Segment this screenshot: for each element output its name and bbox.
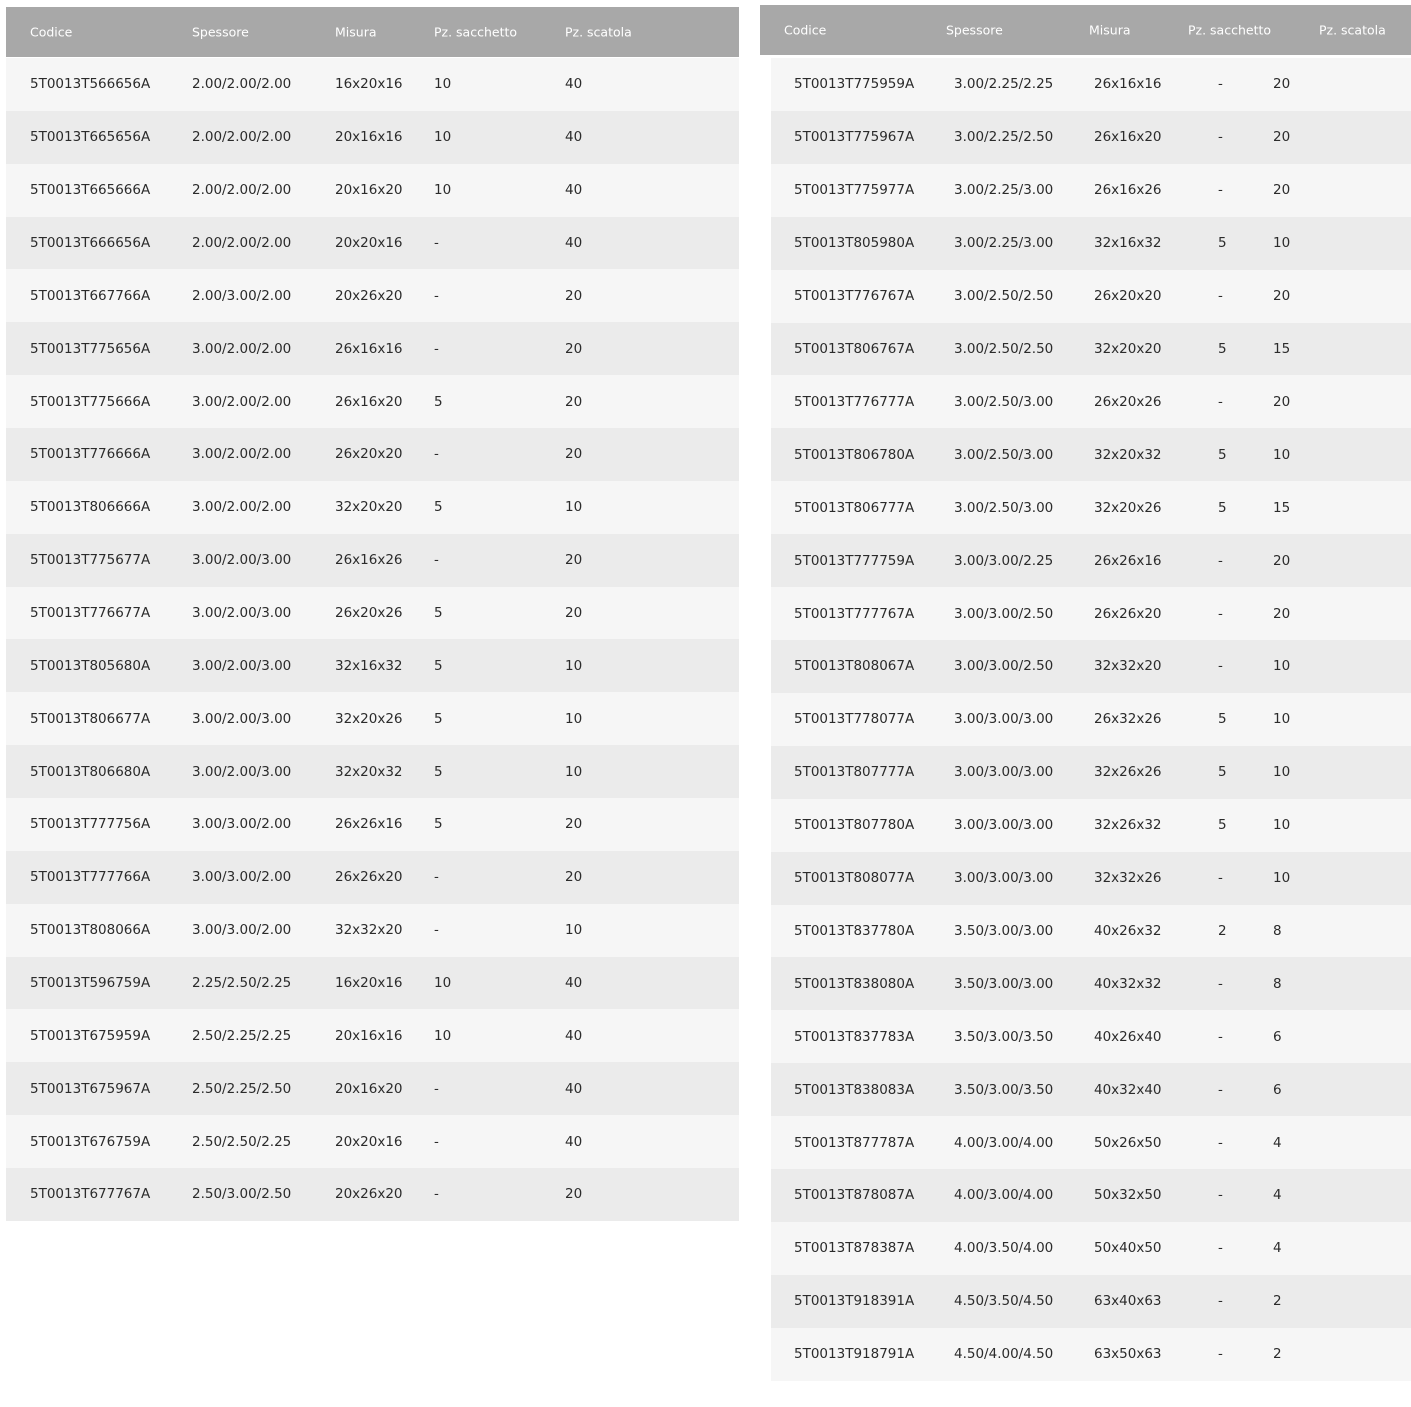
cell-pz-scatola: 20 — [1273, 605, 1291, 622]
header-codice: Codice — [30, 24, 73, 40]
cell-pz-scatola: 20 — [1273, 393, 1291, 410]
table-row — [771, 1063, 1411, 1116]
table-header — [6, 7, 739, 57]
cell-pz-scatola: 20 — [1273, 552, 1291, 569]
cell-spessore: 3.00/2.00/3.00 — [192, 710, 292, 727]
cell-pz-scatola: 6 — [1273, 1028, 1282, 1045]
header-misura: Misura — [335, 24, 377, 40]
cell-misura: 20x16x20 — [335, 182, 403, 199]
cell-spessore: 3.00/2.00/2.00 — [192, 446, 292, 463]
cell-spessore: 3.00/3.00/2.50 — [954, 658, 1054, 675]
cell-misura: 32x16x32 — [335, 657, 403, 674]
cell-codice: 5T0013T878087A — [794, 1187, 915, 1204]
cell-codice: 5T0013T777759A — [794, 552, 915, 569]
cell-misura: 26x16x20 — [335, 393, 403, 410]
cell-pz-sacchetto: 5 — [434, 393, 443, 410]
cell-pz-sacchetto: - — [1218, 1081, 1223, 1098]
cell-misura: 63x50x63 — [1094, 1346, 1162, 1363]
cell-misura: 40x26x40 — [1094, 1028, 1162, 1045]
cell-pz-scatola: 20 — [565, 552, 583, 569]
cell-misura: 40x32x32 — [1094, 975, 1162, 992]
table-row — [771, 799, 1411, 852]
table-row — [6, 1115, 739, 1168]
cell-spessore: 3.50/3.00/3.50 — [954, 1028, 1054, 1045]
table-body — [771, 58, 1411, 1381]
cell-codice: 5T0013T775977A — [794, 182, 915, 199]
cell-spessore: 4.00/3.00/4.00 — [954, 1187, 1054, 1204]
table-row — [6, 639, 739, 692]
cell-codice: 5T0013T837783A — [794, 1028, 915, 1045]
table-row — [6, 269, 739, 322]
table-row — [6, 587, 739, 640]
cell-spessore: 3.00/2.50/3.00 — [954, 446, 1054, 463]
cell-pz-sacchetto: 10 — [434, 76, 452, 93]
cell-misura: 26x16x20 — [1094, 129, 1162, 146]
cell-pz-sacchetto: - — [434, 340, 439, 357]
cell-misura: 26x16x16 — [335, 340, 403, 357]
table-row — [6, 851, 739, 904]
cell-pz-scatola: 10 — [565, 710, 583, 727]
cell-pz-sacchetto: - — [434, 922, 439, 939]
table-row — [6, 1009, 739, 1062]
cell-codice: 5T0013T776677A — [30, 605, 151, 622]
cell-pz-scatola: 20 — [1273, 129, 1291, 146]
left-product-table — [6, 0, 739, 1221]
cell-pz-sacchetto: - — [1218, 605, 1223, 622]
cell-pz-scatola: 20 — [565, 605, 583, 622]
cell-misura: 32x20x26 — [335, 710, 403, 727]
cell-pz-sacchetto: - — [1218, 870, 1223, 887]
cell-codice: 5T0013T806666A — [30, 499, 151, 516]
cell-pz-scatola: 20 — [565, 816, 583, 833]
table-row — [771, 587, 1411, 640]
cell-codice: 5T0013T775666A — [30, 393, 151, 410]
cell-pz-sacchetto: 5 — [1218, 340, 1227, 357]
table-header — [760, 5, 1411, 55]
cell-misura: 32x20x20 — [335, 499, 403, 516]
cell-pz-scatola: 10 — [1273, 235, 1291, 252]
table-row — [771, 1010, 1411, 1063]
cell-misura: 26x26x20 — [1094, 605, 1162, 622]
table-row — [6, 957, 739, 1010]
cell-spessore: 3.00/2.00/2.00 — [192, 393, 292, 410]
header-misura: Misura — [1089, 22, 1131, 38]
cell-spessore: 2.50/3.00/2.50 — [192, 1186, 292, 1203]
table-row — [6, 904, 739, 957]
cell-codice: 5T0013T776777A — [794, 393, 915, 410]
cell-pz-scatola: 10 — [565, 657, 583, 674]
cell-pz-sacchetto: - — [434, 1186, 439, 1203]
cell-spessore: 2.50/2.50/2.25 — [192, 1133, 292, 1150]
cell-spessore: 3.00/2.00/2.00 — [192, 340, 292, 357]
cell-misura: 32x32x20 — [1094, 658, 1162, 675]
cell-spessore: 3.00/3.00/3.00 — [954, 711, 1054, 728]
cell-misura: 32x20x20 — [1094, 340, 1162, 357]
cell-pz-sacchetto: - — [1218, 1134, 1223, 1151]
cell-spessore: 2.25/2.50/2.25 — [192, 975, 292, 992]
header-spessore: Spessore — [946, 22, 1003, 38]
cell-misura: 32x32x20 — [335, 922, 403, 939]
cell-pz-scatola: 20 — [565, 1186, 583, 1203]
table-row — [771, 1116, 1411, 1169]
cell-codice: 5T0013T838083A — [794, 1081, 915, 1098]
cell-pz-sacchetto: 5 — [434, 710, 443, 727]
table-row — [771, 905, 1411, 958]
cell-pz-sacchetto: - — [1218, 393, 1223, 410]
cell-misura: 20x16x16 — [335, 1027, 403, 1044]
cell-codice: 5T0013T775959A — [794, 76, 915, 93]
cell-codice: 5T0013T837780A — [794, 922, 915, 939]
cell-spessore: 3.50/3.00/3.00 — [954, 922, 1054, 939]
cell-misura: 32x32x26 — [1094, 870, 1162, 887]
cell-codice: 5T0013T777766A — [30, 869, 151, 886]
cell-spessore: 3.00/3.00/3.00 — [954, 870, 1054, 887]
cell-misura: 50x26x50 — [1094, 1134, 1162, 1151]
cell-spessore: 3.00/2.50/3.00 — [954, 393, 1054, 410]
cell-codice: 5T0013T806780A — [794, 446, 915, 463]
cell-pz-scatola: 4 — [1273, 1187, 1282, 1204]
cell-codice: 5T0013T596759A — [30, 975, 151, 992]
header-pz-sacchetto: Pz. sacchetto — [1188, 22, 1272, 38]
cell-codice: 5T0013T805980A — [794, 235, 915, 252]
table-row — [6, 375, 739, 428]
cell-codice: 5T0013T808077A — [794, 870, 915, 887]
cell-pz-scatola: 40 — [565, 235, 583, 251]
cell-pz-sacchetto: - — [434, 869, 439, 886]
cell-misura: 20x16x20 — [335, 1080, 403, 1097]
header-pz-sacchetto: Pz. sacchetto — [434, 24, 518, 40]
cell-pz-sacchetto: - — [434, 235, 439, 251]
cell-pz-sacchetto: - — [434, 1080, 439, 1097]
cell-spessore: 2.00/2.00/2.00 — [192, 129, 292, 146]
cell-misura: 40x26x32 — [1094, 922, 1162, 939]
cell-pz-sacchetto: - — [1218, 975, 1223, 992]
cell-pz-sacchetto: - — [1218, 1028, 1223, 1045]
cell-pz-scatola: 40 — [565, 975, 583, 992]
cell-pz-sacchetto: - — [1218, 288, 1223, 305]
cell-spessore: 4.50/3.50/4.50 — [954, 1293, 1054, 1310]
cell-misura: 32x20x26 — [1094, 499, 1162, 516]
cell-misura: 26x20x26 — [335, 605, 403, 622]
cell-misura: 20x20x16 — [335, 235, 403, 251]
cell-pz-scatola: 10 — [1273, 658, 1291, 675]
cell-codice: 5T0013T806680A — [30, 763, 151, 780]
cell-codice: 5T0013T777756A — [30, 816, 151, 833]
table-row — [6, 745, 739, 798]
cell-codice: 5T0013T665666A — [30, 182, 151, 199]
cell-pz-sacchetto: - — [1218, 182, 1223, 199]
table-row — [771, 481, 1411, 534]
cell-pz-scatola: 20 — [565, 340, 583, 357]
cell-misura: 26x26x16 — [335, 816, 403, 833]
table-body — [6, 58, 739, 1221]
cell-pz-sacchetto: - — [434, 446, 439, 463]
cell-pz-scatola: 10 — [1273, 764, 1291, 781]
table-row — [6, 322, 739, 375]
cell-codice: 5T0013T566656A — [30, 76, 151, 93]
cell-pz-sacchetto: 2 — [1218, 922, 1227, 939]
cell-pz-sacchetto: 10 — [434, 182, 452, 199]
cell-spessore: 4.50/4.00/4.50 — [954, 1346, 1054, 1363]
cell-codice: 5T0013T776666A — [30, 446, 151, 463]
cell-spessore: 3.00/3.00/3.00 — [954, 817, 1054, 834]
cell-codice: 5T0013T807780A — [794, 817, 915, 834]
table-row — [771, 270, 1411, 323]
cell-codice: 5T0013T807777A — [794, 764, 915, 781]
cell-misura: 26x16x26 — [335, 552, 403, 569]
right-product-table — [760, 0, 1411, 1381]
cell-spessore: 2.00/2.00/2.00 — [192, 182, 292, 199]
table-row — [771, 217, 1411, 270]
cell-pz-sacchetto: 5 — [1218, 711, 1227, 728]
cell-spessore: 4.00/3.50/4.00 — [954, 1240, 1054, 1257]
cell-misura: 26x26x20 — [335, 869, 403, 886]
table-row — [771, 852, 1411, 905]
cell-codice: 5T0013T918791A — [794, 1346, 915, 1363]
cell-misura: 63x40x63 — [1094, 1293, 1162, 1310]
cell-misura: 32x20x32 — [1094, 446, 1162, 463]
cell-spessore: 4.00/3.00/4.00 — [954, 1134, 1054, 1151]
table-row — [771, 1275, 1411, 1328]
cell-spessore: 3.00/3.00/2.25 — [954, 552, 1054, 569]
cell-codice: 5T0013T777767A — [794, 605, 915, 622]
cell-codice: 5T0013T808066A — [30, 922, 151, 939]
cell-codice: 5T0013T675959A — [30, 1027, 151, 1044]
cell-codice: 5T0013T806777A — [794, 499, 915, 516]
cell-pz-scatola: 20 — [565, 393, 583, 410]
header-spessore: Spessore — [192, 24, 249, 40]
table-row — [771, 1328, 1411, 1381]
cell-pz-sacchetto: - — [434, 287, 439, 304]
table-row — [6, 798, 739, 851]
table-row — [771, 323, 1411, 376]
cell-pz-scatola: 40 — [565, 182, 583, 199]
header-pz-scatola: Pz. scatola — [1319, 22, 1386, 38]
cell-pz-sacchetto: - — [1218, 552, 1223, 569]
cell-pz-sacchetto: 5 — [434, 763, 443, 780]
cell-pz-sacchetto: - — [1218, 1293, 1223, 1310]
cell-codice: 5T0013T877787A — [794, 1134, 915, 1151]
table-row — [6, 217, 739, 270]
cell-misura: 20x16x16 — [335, 129, 403, 146]
table-row — [771, 534, 1411, 587]
table-row — [771, 693, 1411, 746]
table-row — [6, 692, 739, 745]
cell-spessore: 3.00/2.00/2.00 — [192, 499, 292, 516]
cell-codice: 5T0013T838080A — [794, 975, 915, 992]
cell-misura: 26x20x20 — [335, 446, 403, 463]
cell-misura: 40x32x40 — [1094, 1081, 1162, 1098]
header-pz-scatola: Pz. scatola — [565, 24, 632, 40]
cell-pz-scatola: 40 — [565, 1133, 583, 1150]
cell-pz-sacchetto: - — [1218, 658, 1223, 675]
cell-pz-scatola: 20 — [565, 446, 583, 463]
table-row — [6, 111, 739, 164]
cell-codice: 5T0013T775677A — [30, 552, 151, 569]
cell-codice: 5T0013T665656A — [30, 129, 151, 146]
cell-pz-scatola: 40 — [565, 129, 583, 146]
cell-codice: 5T0013T776767A — [794, 288, 915, 305]
cell-misura: 20x20x16 — [335, 1133, 403, 1150]
cell-spessore: 3.00/2.00/3.00 — [192, 657, 292, 674]
table-row — [771, 428, 1411, 481]
cell-codice: 5T0013T806767A — [794, 340, 915, 357]
cell-spessore: 3.00/2.25/3.00 — [954, 235, 1054, 252]
cell-codice: 5T0013T878387A — [794, 1240, 915, 1257]
cell-pz-scatola: 20 — [565, 869, 583, 886]
table-row — [6, 534, 739, 587]
cell-pz-scatola: 15 — [1273, 499, 1291, 516]
cell-spessore: 3.00/3.00/2.00 — [192, 922, 292, 939]
cell-misura: 16x20x16 — [335, 975, 403, 992]
cell-pz-scatola: 20 — [1273, 182, 1291, 199]
cell-spessore: 3.00/2.00/3.00 — [192, 552, 292, 569]
cell-codice: 5T0013T677767A — [30, 1186, 151, 1203]
cell-misura: 16x20x16 — [335, 76, 403, 93]
table-row — [771, 1222, 1411, 1275]
cell-pz-sacchetto: 5 — [434, 816, 443, 833]
cell-codice: 5T0013T918391A — [794, 1293, 915, 1310]
cell-pz-sacchetto: - — [434, 552, 439, 569]
cell-misura: 32x16x32 — [1094, 235, 1162, 252]
cell-misura: 20x26x20 — [335, 287, 403, 304]
cell-spessore: 3.00/3.00/2.00 — [192, 816, 292, 833]
cell-codice: 5T0013T778077A — [794, 711, 915, 728]
cell-pz-sacchetto: - — [1218, 129, 1223, 146]
cell-pz-scatola: 10 — [1273, 817, 1291, 834]
cell-pz-sacchetto: 5 — [1218, 817, 1227, 834]
cell-spessore: 2.00/2.00/2.00 — [192, 235, 292, 251]
cell-spessore: 3.50/3.00/3.00 — [954, 975, 1054, 992]
cell-codice: 5T0013T667766A — [30, 287, 151, 304]
cell-spessore: 2.50/2.25/2.50 — [192, 1080, 292, 1097]
cell-pz-sacchetto: - — [1218, 1346, 1223, 1363]
cell-misura: 26x26x16 — [1094, 552, 1162, 569]
cell-misura: 20x26x20 — [335, 1186, 403, 1203]
table-row — [771, 1169, 1411, 1222]
cell-pz-sacchetto: 5 — [1218, 764, 1227, 781]
cell-spessore: 3.00/3.00/2.50 — [954, 605, 1054, 622]
cell-misura: 26x20x20 — [1094, 288, 1162, 305]
table-row — [771, 640, 1411, 693]
cell-spessore: 2.50/2.25/2.25 — [192, 1027, 292, 1044]
cell-spessore: 2.00/3.00/2.00 — [192, 287, 292, 304]
cell-pz-sacchetto: - — [1218, 76, 1223, 93]
cell-pz-scatola: 4 — [1273, 1134, 1282, 1151]
cell-pz-sacchetto: - — [434, 1133, 439, 1150]
table-row — [771, 111, 1411, 164]
table-row — [771, 375, 1411, 428]
cell-spessore: 3.00/2.50/2.50 — [954, 340, 1054, 357]
cell-misura: 26x32x26 — [1094, 711, 1162, 728]
cell-pz-scatola: 10 — [1273, 446, 1291, 463]
cell-pz-scatola: 40 — [565, 1080, 583, 1097]
cell-pz-sacchetto: 5 — [1218, 499, 1227, 516]
cell-pz-scatola: 15 — [1273, 340, 1291, 357]
cell-codice: 5T0013T775967A — [794, 129, 915, 146]
table-row — [6, 164, 739, 217]
cell-pz-sacchetto: - — [1218, 1240, 1223, 1257]
table-row — [771, 957, 1411, 1010]
cell-pz-scatola: 20 — [565, 287, 583, 304]
cell-spessore: 3.00/2.50/2.50 — [954, 288, 1054, 305]
cell-pz-scatola: 8 — [1273, 975, 1282, 992]
cell-misura: 32x26x32 — [1094, 817, 1162, 834]
cell-spessore: 3.00/2.00/3.00 — [192, 763, 292, 780]
cell-spessore: 3.50/3.00/3.50 — [954, 1081, 1054, 1098]
cell-pz-scatola: 10 — [565, 499, 583, 516]
cell-pz-sacchetto: 10 — [434, 1027, 452, 1044]
cell-misura: 50x40x50 — [1094, 1240, 1162, 1257]
table-row — [771, 746, 1411, 799]
cell-codice: 5T0013T808067A — [794, 658, 915, 675]
cell-pz-sacchetto: 5 — [434, 657, 443, 674]
table-row — [6, 481, 739, 534]
cell-spessore: 3.00/3.00/3.00 — [954, 764, 1054, 781]
cell-pz-scatola: 20 — [1273, 288, 1291, 305]
cell-spessore: 3.00/2.25/2.50 — [954, 129, 1054, 146]
cell-pz-scatola: 2 — [1273, 1293, 1282, 1310]
cell-spessore: 3.00/2.25/3.00 — [954, 182, 1054, 199]
cell-misura: 32x26x26 — [1094, 764, 1162, 781]
cell-pz-scatola: 20 — [1273, 76, 1291, 93]
table-row — [6, 1168, 739, 1221]
table-row — [6, 428, 739, 481]
cell-spessore: 2.00/2.00/2.00 — [192, 76, 292, 93]
cell-pz-scatola: 10 — [1273, 870, 1291, 887]
cell-misura: 26x20x26 — [1094, 393, 1162, 410]
cell-pz-scatola: 6 — [1273, 1081, 1282, 1098]
cell-pz-scatola: 2 — [1273, 1346, 1282, 1363]
cell-pz-sacchetto: 10 — [434, 129, 452, 146]
table-row — [6, 1062, 739, 1115]
cell-pz-sacchetto: 5 — [1218, 446, 1227, 463]
cell-codice: 5T0013T676759A — [30, 1133, 151, 1150]
cell-pz-scatola: 8 — [1273, 922, 1282, 939]
cell-spessore: 3.00/2.00/3.00 — [192, 605, 292, 622]
cell-codice: 5T0013T775656A — [30, 340, 151, 357]
cell-codice: 5T0013T805680A — [30, 657, 151, 674]
cell-misura: 26x16x16 — [1094, 76, 1162, 93]
cell-spessore: 3.00/2.25/2.25 — [954, 76, 1054, 93]
table-row — [771, 58, 1411, 111]
header-codice: Codice — [784, 22, 827, 38]
cell-pz-sacchetto: 5 — [434, 499, 443, 516]
cell-spessore: 3.00/2.50/3.00 — [954, 499, 1054, 516]
cell-misura: 26x16x26 — [1094, 182, 1162, 199]
cell-pz-sacchetto: - — [1218, 1187, 1223, 1204]
cell-misura: 32x20x32 — [335, 763, 403, 780]
cell-pz-scatola: 10 — [565, 763, 583, 780]
cell-pz-scatola: 40 — [565, 76, 583, 93]
cell-pz-scatola: 4 — [1273, 1240, 1282, 1257]
cell-pz-scatola: 40 — [565, 1027, 583, 1044]
cell-pz-scatola: 10 — [565, 922, 583, 939]
table-row — [771, 164, 1411, 217]
cell-pz-sacchetto: 5 — [1218, 235, 1227, 252]
cell-pz-scatola: 10 — [1273, 711, 1291, 728]
table-row — [6, 58, 739, 111]
cell-codice: 5T0013T666656A — [30, 235, 151, 251]
cell-pz-sacchetto: 10 — [434, 975, 452, 992]
cell-codice: 5T0013T675967A — [30, 1080, 151, 1097]
cell-misura: 50x32x50 — [1094, 1187, 1162, 1204]
cell-pz-sacchetto: 5 — [434, 605, 443, 622]
cell-spessore: 3.00/3.00/2.00 — [192, 869, 292, 886]
cell-codice: 5T0013T806677A — [30, 710, 151, 727]
